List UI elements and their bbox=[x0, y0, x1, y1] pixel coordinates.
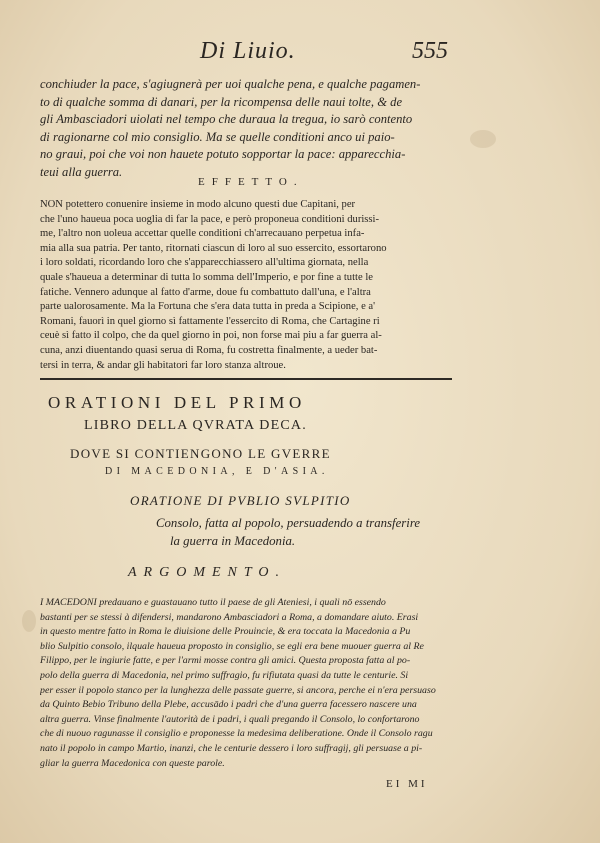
section-divider bbox=[40, 378, 452, 380]
effetto-heading: EFFETTO. bbox=[198, 176, 304, 188]
oration-subtitle-line: Consolo, fatta al popolo, persuadendo a transferire bbox=[156, 516, 420, 530]
text-line: che l'uno haueua poca uoglia di far la pace, e però proponeua conditioni durissi- bbox=[40, 213, 380, 225]
text-line: nato il popolo in campo Martio, inanzi, che le centurie dessero i loro suffragij, gli persuase a pi- bbox=[40, 742, 423, 754]
text-line: da Quinto Bebio Tribuno della Plebe, accusādo i padri che d'una guerra facessero nascere una bbox=[40, 699, 417, 711]
text-line: che di nuouo ragunasse il consiglio e proponesse la medesima deliberatione. Onde il Consolo ragu bbox=[40, 728, 433, 740]
text-line: i loro soldati, ricordando loro che s'apparecchiassero all'ultima giornata, nella bbox=[40, 257, 369, 269]
paper-stain bbox=[22, 610, 36, 632]
text-line: cuna, anzi diuentando quasi serua di Roma, fu costretta finalmente, a ueder bat- bbox=[40, 344, 378, 356]
intro-paragraph bbox=[40, 76, 460, 182]
text-line: polo della guerra di Macedonia, nel primo suffragio, fu rifiutata quasi da tutte le centurie. Si bbox=[40, 669, 409, 681]
text-line: di ragionarne col mio consiglio. Ma se quelle conditioni anco ui paio- bbox=[40, 129, 395, 144]
text-line: quale s'haueua a determinar di tutta lo somma dell'Imperio, e por fine a tutte le bbox=[40, 271, 373, 283]
text-line: teui alla guerra. bbox=[40, 164, 123, 179]
section-heading-2: LIBRO DELLA QVRATA DECA. bbox=[84, 418, 307, 433]
body-paragraph bbox=[40, 198, 460, 373]
section-heading-1: ORATIONI DEL PRIMO bbox=[48, 393, 306, 412]
text-line: conchiuder la pace, s'agiugnerà per uoi qualche pena, e qualche pagamen- bbox=[40, 77, 421, 91]
text-line: parte ualorosamente. Ma la Fortuna che s'era data tutta in preda a Scipione, e a' bbox=[40, 301, 376, 313]
text-line: per esser il popolo stanco per la lunghezza delle passate guerre, si ancora, perche ei n'era persuaso bbox=[40, 684, 436, 696]
text-line: gli Ambasciadori uiolati nel tempo che duraua la tregua, io sarò contento bbox=[40, 112, 413, 127]
text-line: bastanti per se stessi à difendersi, mandarono Ambasciadori a Roma, a domandare aiuto. Erasi bbox=[40, 611, 419, 623]
text-line: I MACEDONI predauano e guastauano tutto il paese de gli Ateniesi, i quali nō essendo bbox=[40, 597, 386, 608]
text-line: me, l'altro non uoleua accettar quelle conditioni ch'arrecauano perpetua infa- bbox=[40, 228, 365, 240]
text-line: tersi in terra, & andar gli habitatori far loro stanza altroue. bbox=[40, 359, 286, 371]
text-line: mia alla sua patria. Per tanto, ritornati ciascun di loro al suo essercito, essortarono bbox=[40, 242, 387, 254]
text-line: Romani, fauorì in quel giorno sì fattamente l'essercito di Roma, che Cartagine ri bbox=[40, 315, 380, 327]
oration-title: ORATIONE DI PVBLIO SVLPITIO bbox=[130, 493, 351, 508]
text-line: fatiche. Vennero adunque al fatto d'arme, doue fu combattuto dall'una, e l'altra bbox=[40, 286, 371, 298]
running-title: Di Liuio. bbox=[200, 38, 296, 64]
text-line: in questo mentre fatto in Roma le diuisione delle Prouincie, & era toccata la Macedonia a Pu bbox=[40, 626, 411, 638]
argomento-heading: ARGOMENTO. bbox=[128, 565, 287, 580]
catchword: EI MI bbox=[386, 778, 428, 790]
page-header bbox=[0, 38, 600, 68]
oration-subtitle-line: la guerra in Macedonia. bbox=[170, 534, 296, 548]
page-number: 555 bbox=[412, 38, 448, 64]
paper-stain bbox=[470, 130, 496, 148]
section-heading-3: DOVE SI CONTIENGONO LE GVERRE bbox=[70, 446, 331, 461]
argument-paragraph bbox=[40, 596, 462, 771]
text-line: gliar la guerra Macedonica con queste parole. bbox=[40, 757, 225, 769]
section-heading-4: DI MACEDONIA, E D'ASIA. bbox=[105, 466, 329, 477]
text-line: to di qualche somma di danari, per la ricompensa delle naui tolte, & de bbox=[40, 94, 403, 109]
text-line: blio Sulpitio consolo, ilquale haueua proposto in consiglio, se egli era bene muouer guerra al Re bbox=[40, 640, 424, 652]
text-line: ceuè sì fatto il colpo, che da quel giorno in poi, non forse mai piu a far guerra al- bbox=[40, 330, 382, 342]
text-line: Filippo, per le ingiurie fatte, e per l'armi mosse contra gli amici. Questa proposta fatta al po- bbox=[40, 655, 411, 667]
text-line: no graui, poi che voi non hauete potuto sopportar la pace: apparecchia- bbox=[40, 147, 406, 162]
text-line: altra guerra. Vinse finalmente l'autorità de i padri, i quali pregando il Consolo, lo confortarono bbox=[40, 713, 420, 725]
text-line: NON potettero conuenire insieme in modo alcuno questi due Capitani, per bbox=[40, 199, 356, 210]
